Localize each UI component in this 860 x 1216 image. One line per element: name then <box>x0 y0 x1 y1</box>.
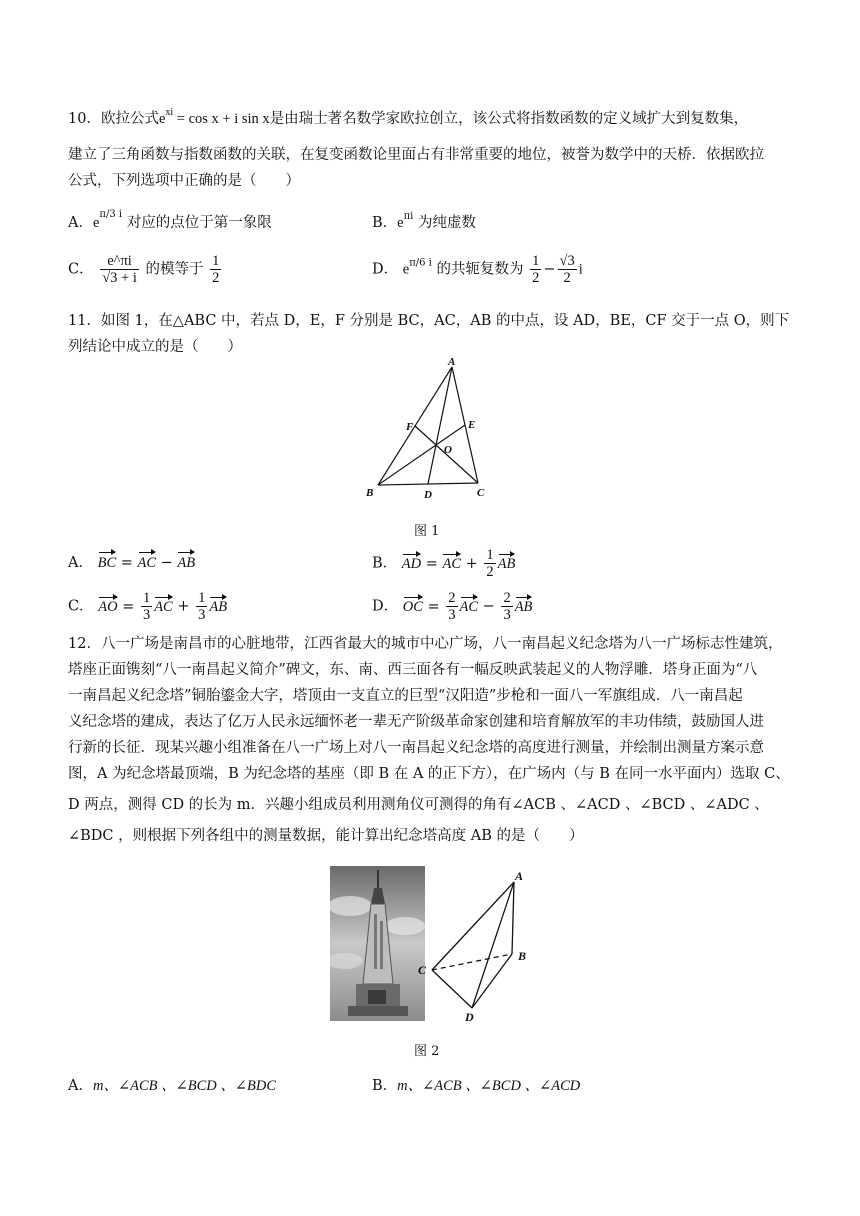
q10-intro-b: 是由瑞士著名数学家欧拉创立，该公式将指数函数的定义域扩大到复数集， <box>269 111 749 127</box>
monument-photo <box>330 866 425 1021</box>
q10-line1 <box>68 109 748 129</box>
q12-option-a: A．m、∠ACB 、∠BCD 、∠BDC <box>68 1078 277 1094</box>
q11-line1: 11．如图 1，在△ABC 中，若点 D，E，F 分别是 BC，AC，AB 的中点，设 AD，BE，CF 交于一点 O，则下 <box>68 313 790 329</box>
figure-1-caption: 图 1 <box>414 524 440 539</box>
q11-option-c: C． AO = $\frac{1}{3}$ AC + $\frac{1}{3}$ AB <box>68 590 228 623</box>
q11-option-b: B． AD = AC + $\frac{1}{2}$ AB <box>372 547 516 580</box>
q11-option-a: A． BC = AC − AB <box>68 555 196 571</box>
fig1-label-b: B <box>366 487 374 499</box>
fig2-label-c: C <box>418 963 427 977</box>
q10-option-d: D． $e^{\pi/6 i}$ 的共轭复数为 $\frac{1}{2}$ − $\frac{√3}{2}$ i <box>372 253 583 286</box>
q12-line-7: ∠BDC ，则根据下列各组中的测量数据，能计算出纪念塔高度 AB 的是（ ） <box>68 828 584 844</box>
figure-1-triangle <box>360 355 500 505</box>
q11-option-d: D． OC = $\frac{2}{3}$ AC − $\frac{2}{3}$ AB <box>372 590 533 623</box>
figure-2-pyramid <box>412 868 542 1023</box>
q12-line-6: D 两点，测得 CD 的长为 m．兴趣小组成员利用测角仪可测得的角有∠ACB 、∠ACD 、∠BCD 、∠ADC 、 <box>68 797 769 813</box>
fig2-label-b: B <box>518 949 527 963</box>
q12-line-4: 行新的长征．现某兴趣小组准备在八一广场上对八一南昌起义纪念塔的高度进行测量，并绘制出测量方案示意 <box>68 740 764 756</box>
q10-option-a: A．$e^{\pi/3 i}$ 对应的点位于第一象限 <box>68 209 272 231</box>
q10-c-fraction: $\frac{e\^{}\pi i}{√3 + i}$ <box>102 253 137 286</box>
fig1-label-e: E <box>468 419 476 431</box>
fig1-label-d: D <box>424 489 432 501</box>
fig2-label-d: D <box>465 1010 474 1023</box>
q10-line2: 建立了三角函数与指数函数的关联，在复变函数论里面占有非常重要的地位，被誉为数学中的天桥．依据欧拉 <box>68 147 764 163</box>
fig2-label-a: A <box>515 869 524 883</box>
fig1-label-f: F <box>406 421 414 433</box>
q12-line-1: 塔座正面镌刻“八一南昌起义简介”碑文，东、南、西三面各有一幅反映武装起义的人物浮雕．塔身正面为“八 <box>68 662 758 678</box>
q12-option-b: B．m、∠ACB 、∠BCD 、∠ACD <box>372 1078 581 1094</box>
figure-2-caption: 图 2 <box>414 1044 440 1059</box>
q10-line3: 公式，下列选项中正确的是（ ） <box>68 173 300 189</box>
q10-option-b: B．$e^{\pi i}$ 为纯虚数 <box>372 211 476 231</box>
euler-formula: $e^{xi} = \cos x + i$ sin x <box>158 107 270 127</box>
fig1-label-c: C <box>477 487 485 499</box>
fig1-label-a: A <box>448 356 456 368</box>
fig1-label-o: O <box>444 444 452 456</box>
q12-line-3: 义纪念塔的建成，表达了亿万人民永远缅怀老一辈无产阶级革命家创建和培育解放军的丰功伟绩，鼓励国人进 <box>68 714 764 730</box>
q11-line2: 列结论中成立的是（ ） <box>68 339 242 355</box>
q12-line-0: 12．八一广场是南昌市的心脏地带，江西省最大的城市中心广场，八一南昌起义纪念塔为八一广场标志性建筑， <box>68 636 783 652</box>
q10-number: 10． <box>68 111 101 127</box>
q12-line-5: 图，A 为纪念塔最顶端，B 为纪念塔的基座（即 B 在 A 的正下方），在广场内（与 B 在同一水平面内）选取 C、 <box>68 766 790 782</box>
q10-intro-a: 欧拉公式 <box>100 111 159 127</box>
q12-line-2: 一南昌起义纪念塔”铜胎鎏金大字，塔顶由一支直立的巨型“汉阳造”步枪和一面八一军旗组成．八一南昌起 <box>68 688 743 704</box>
q10-option-c: C． $\frac{e\^{}\pi i}{√3 + i}$ 的模等于 $\frac{1}{2}$ <box>68 253 220 286</box>
